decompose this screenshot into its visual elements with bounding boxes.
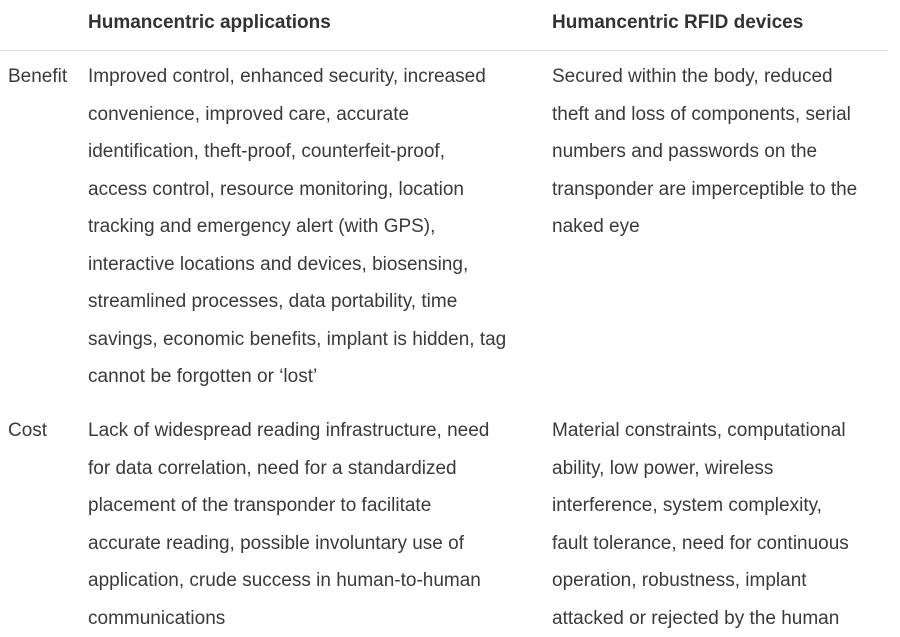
cell-line: operation, robustness, implant — [552, 562, 888, 600]
cell-line: theft and loss of components, serial — [552, 96, 888, 134]
cell-line: fault tolerance, need for continuous — [552, 525, 888, 563]
cell-line: identification, theft-proof, counterfeit-proof, — [88, 133, 544, 171]
cell-line: application, crude success in human-to-human — [88, 562, 544, 600]
cell-line: convenience, improved care, accurate — [88, 96, 544, 134]
cell-line: attacked or rejected by the human — [552, 600, 888, 637]
cell-line: tracking and emergency alert (with GPS), — [88, 208, 544, 246]
cell-line: placement of the transponder to facilitate — [88, 487, 544, 525]
cell-line: Secured within the body, reduced — [552, 58, 888, 96]
cell-line: communications — [88, 600, 544, 637]
comparison-table — [0, 0, 888, 51]
benefit-rfid-devices-cell — [552, 58, 888, 246]
table-row-cost — [0, 412, 888, 630]
cell-line: access control, resource monitoring, location — [88, 171, 544, 209]
benefit-applications-cell — [88, 58, 544, 396]
cell-line: interference, system complexity, — [552, 487, 888, 525]
cell-line: interactive locations and devices, biosensing, — [88, 246, 544, 284]
row-label-benefit: Benefit — [8, 58, 67, 96]
table-header-row — [0, 0, 888, 51]
cell-line: numbers and passwords on the — [552, 133, 888, 171]
cost-applications-cell — [88, 412, 544, 637]
cell-line: Lack of widespread reading infrastructure, need — [88, 412, 544, 450]
cell-line: Improved control, enhanced security, increased — [88, 58, 544, 96]
cell-line: streamlined processes, data portability, time — [88, 283, 544, 321]
cell-line: naked eye — [552, 208, 888, 246]
cell-line: ability, low power, wireless — [552, 450, 888, 488]
table-row-benefit — [0, 58, 888, 398]
header-humancentric-applications: Humancentric applications — [88, 10, 331, 36]
header-humancentric-rfid-devices: Humancentric RFID devices — [552, 10, 803, 36]
cell-line: for data correlation, need for a standardized — [88, 450, 544, 488]
cell-line: Material constraints, computational — [552, 412, 888, 450]
row-label-cost: Cost — [8, 412, 47, 450]
cost-rfid-devices-cell — [552, 412, 888, 637]
cell-line: accurate reading, possible involuntary use of — [88, 525, 544, 563]
cell-line: savings, economic benefits, implant is hidden, tag — [88, 321, 544, 359]
cell-line: transponder are imperceptible to the — [552, 171, 888, 209]
cell-line: cannot be forgotten or ‘lost’ — [88, 358, 544, 396]
